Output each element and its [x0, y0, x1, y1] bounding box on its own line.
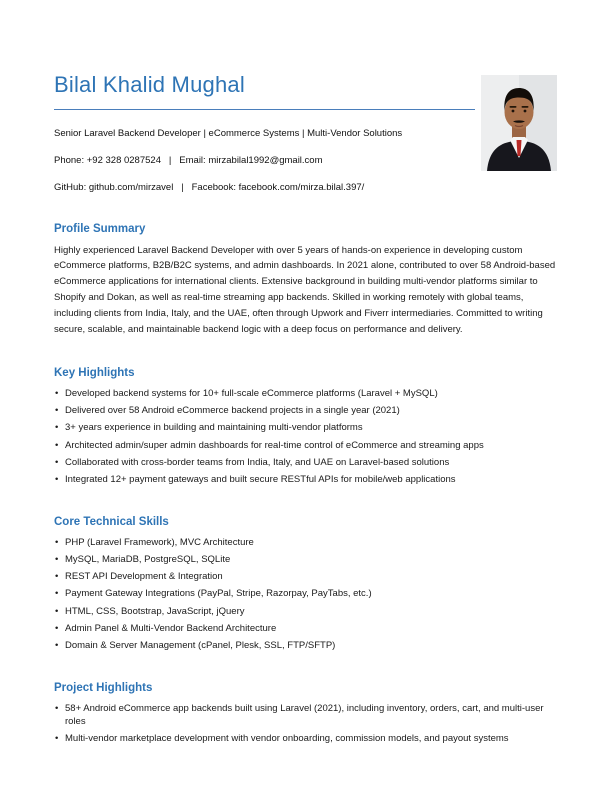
- professional-title: Senior Laravel Backend Developer | eCommerce Systems | Multi-Vendor Solutions: [54, 128, 403, 139]
- list-item: • HTML, CSS, Bootstrap, JavaScript, jQuery: [54, 605, 558, 618]
- list-item: • Admin Panel & Multi-Vendor Backend Architecture: [54, 622, 558, 635]
- section-heading-project-highlights: Project Highlights: [54, 681, 153, 694]
- list-item: • Architected admin/super admin dashboards for real-time control of eCommerce and streaming apps: [54, 439, 558, 452]
- list-item: • PHP (Laravel Framework), MVC Architecture: [54, 536, 558, 549]
- list-item: • REST API Development & Integration: [54, 570, 558, 583]
- section-profile-summary: [54, 223, 558, 338]
- page-title: Bilal Khalid Mughal: [54, 72, 245, 97]
- section-heading-core-technical-skills: Core Technical Skills: [54, 515, 169, 528]
- resume-header: [54, 72, 558, 194]
- section-project-highlights: [54, 682, 558, 746]
- list-item: • Payment Gateway Integrations (PayPal, Stripe, Razorpay, PayTabs, etc.): [54, 587, 558, 600]
- list-item: • Multi-vendor marketplace development with vendor onboarding, commission models, and payout systems: [54, 732, 558, 745]
- contact-github-facebook: GitHub: github.com/mirzavel | Facebook: facebook.com/mirza.bilal.397/: [54, 181, 365, 193]
- list-item: • Domain & Server Management (cPanel, Plesk, SSL, FTP/SFTP): [54, 639, 558, 652]
- section-core-technical-skills: [54, 516, 558, 653]
- list-item: • Collaborated with cross-border teams from India, Italy, and UAE on Laravel-based solutions: [54, 456, 558, 469]
- list-item: • Delivered over 58 Android eCommerce backend projects in a single year (2021): [54, 404, 558, 417]
- key-highlights-list: [54, 387, 558, 487]
- profile-photo-illustration: [481, 75, 557, 171]
- list-item: • 3+ years experience in building and maintaining multi-vendor platforms: [54, 421, 558, 434]
- core-technical-skills-list: [54, 536, 558, 653]
- list-item: • MySQL, MariaDB, PostgreSQL, SQLite: [54, 553, 558, 566]
- name-block: [54, 72, 475, 110]
- list-item: • Integrated 12+ payment gateways and built secure RESTful APIs for mobile/web applications: [54, 473, 558, 486]
- profile-photo: [481, 75, 557, 171]
- section-heading-profile-summary: Profile Summary: [54, 222, 146, 235]
- list-item: • Developed backend systems for 10+ full-scale eCommerce platforms (Laravel + MySQL): [54, 387, 558, 400]
- list-item: • 58+ Android eCommerce app backends built using Laravel (2021), including inventory, orders, cart, and multi-user roles: [54, 702, 558, 729]
- section-heading-key-highlights: Key Highlights: [54, 366, 135, 379]
- profile-summary-text: Highly experienced Laravel Backend Developer with over 5 years of hands-on experience in developing custom eCommerce platforms, B2B/B2C systems, and admin dashboards. In 2021 alone, contributed to over 58 Android-based eCommerce applications for international clients. Extensive background in building multi-vendor platforms similar to Shopify and Dokan, as well as real-time streaming app backends. Skilled in working remotely with global teams, including clients from India, Italy, and the UAE, often through Upwork and Fiverr intermediaries. Committed to writing secure, scalable, and maintainable backend logic with a deep focus on performance and delivery.: [54, 244, 556, 335]
- contact-phone-email: Phone: +92 328 0287524 | Email: mirzabilal1992@gmail.com: [54, 154, 323, 166]
- project-highlights-list: [54, 702, 558, 746]
- section-key-highlights: [54, 367, 558, 487]
